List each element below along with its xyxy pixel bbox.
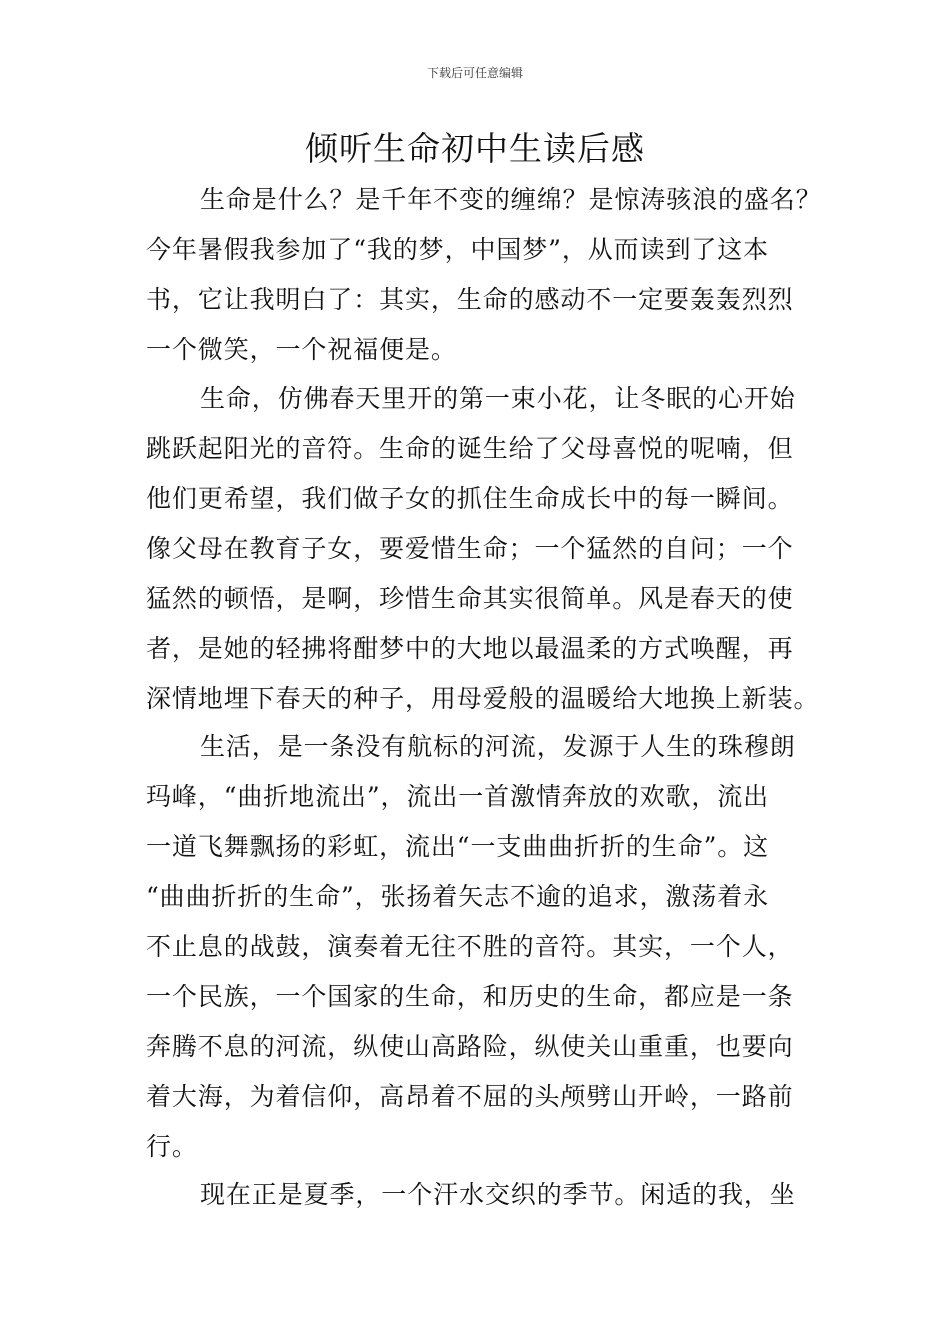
text-line: 一个微笑，一个祝福便是。 <box>146 335 457 364</box>
text-line: 生命是什么？是千年不变的缠绵？是惊涛骇浪的盛名？ <box>200 185 822 214</box>
header-note: 下载后可任意编辑 <box>426 66 523 80</box>
text-line: 猛然的顿悟，是啊，珍惜生命其实很简单。风是春天的使 <box>146 584 794 613</box>
text-line: 今年暑假我参加了“我的梦，中国梦”，从而读到了这本 <box>146 235 770 264</box>
text-line: 书，它让我明白了：其实，生命的感动不一定要轰轰烈烈 <box>146 285 794 314</box>
text-line: 一个民族，一个国家的生命，和历史的生命，都应是一条 <box>146 982 794 1011</box>
text-line: 行。 <box>146 1132 198 1161</box>
text-line: 生活，是一条没有航标的河流，发源于人生的珠穆朗 <box>200 732 796 761</box>
text-line: 跳跃起阳光的音符。生命的诞生给了父母喜悦的呢喃，但 <box>146 434 794 463</box>
text-line: 一道飞舞飘扬的彩虹，流出“一支曲曲折折的生命”。这 <box>146 832 770 861</box>
text-line: 者，是她的轻拂将酣梦中的大地以最温柔的方式唤醒，再 <box>146 634 794 663</box>
text-line: 奔腾不息的河流，纵使山高路险，纵使关山重重，也要向 <box>146 1032 794 1061</box>
text-line: 他们更希望，我们做子女的抓住生命成长中的每一瞬间。 <box>146 484 794 513</box>
text-line: 像父母在教育子女，要爱惜生命；一个猛然的自问；一个 <box>146 534 794 563</box>
text-line: 生命，仿佛春天里开的第一束小花，让冬眠的心开始 <box>200 384 796 413</box>
text-line: 不止息的战鼓，演奏着无往不胜的音符。其实，一个人， <box>146 932 794 961</box>
text-line: 着大海，为着信仰，高昂着不屈的头颅劈山开岭，一路前 <box>146 1082 794 1111</box>
text-line: “曲曲折折的生命”，张扬着矢志不逾的追求，激荡着永 <box>146 882 770 911</box>
text-line: 玛峰，“曲折地流出”，流出一首激情奔放的欢歌，流出 <box>146 782 770 811</box>
text-line: 现在正是夏季，一个汗水交织的季节。闲适的我，坐 <box>200 1180 796 1209</box>
text-line: 深情地埋下春天的种子，用母爱般的温暖给大地换上新装。 <box>146 684 820 713</box>
document-title: 倾听生命初中生读后感 <box>305 129 645 168</box>
